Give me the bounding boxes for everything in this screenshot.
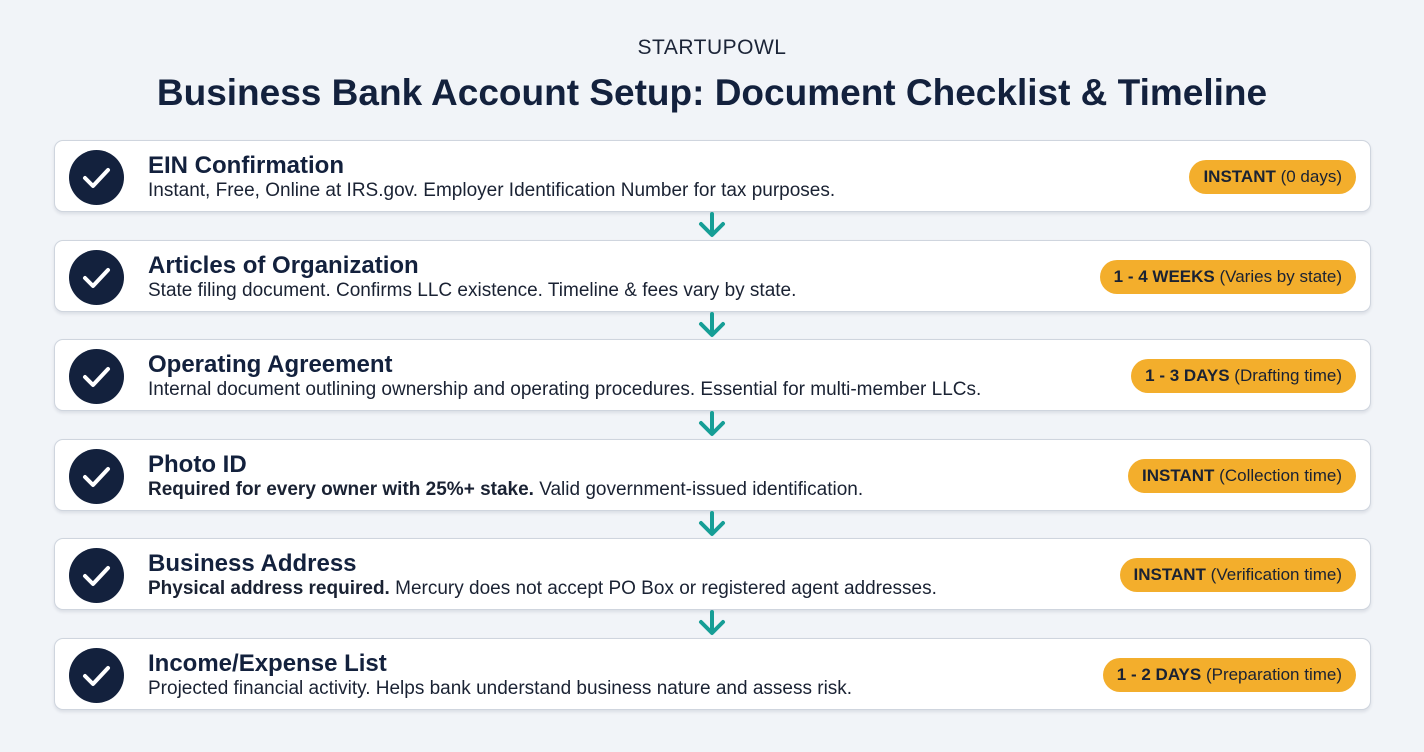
step-description [148, 678, 852, 700]
timeline-note: (Preparation time) [1201, 665, 1342, 684]
step-description-text: Projected financial activity. Helps bank understand business nature and assess risk. [148, 678, 853, 699]
arrow-down-icon [697, 411, 727, 439]
check-circle-icon [69, 548, 124, 603]
arrow-down-icon [697, 511, 727, 539]
check-circle-icon [69, 449, 124, 504]
step-description [148, 578, 937, 600]
brand-name: STARTUPOWL [637, 36, 787, 59]
step-title: EIN Confirmation [148, 152, 344, 179]
check-circle-icon [69, 648, 124, 703]
timeline-badge [1100, 260, 1356, 294]
timeline-badge [1189, 160, 1356, 194]
step-description-text: Internal document outlining ownership and operating procedures. Essential for multi-member LLCs. [148, 379, 982, 400]
timeline-note: (Varies by state) [1214, 267, 1342, 286]
check-circle-icon [69, 250, 124, 305]
step-title: Articles of Organization [148, 252, 419, 279]
step-title: Photo ID [148, 451, 247, 478]
timeline-duration: 1 - 4 WEEKS [1113, 267, 1215, 286]
timeline-note: (Verification time) [1205, 565, 1342, 584]
step-description-emphasis: Required for every owner with 25%+ stake. [148, 479, 534, 500]
step-card-ein [54, 140, 1371, 212]
step-description-text: Valid government-issued identification. [533, 479, 864, 500]
timeline-duration: INSTANT [1133, 565, 1206, 584]
timeline-duration: INSTANT [1142, 466, 1215, 485]
timeline-badge [1103, 658, 1356, 692]
timeline-badge [1128, 459, 1356, 493]
step-description [148, 379, 981, 401]
arrow-down-icon [697, 312, 727, 340]
step-description [148, 180, 835, 202]
step-description-text: Mercury does not accept PO Box or registered agent addresses. [389, 578, 937, 599]
step-card-articles [54, 240, 1371, 312]
step-card-income-expense [54, 638, 1371, 710]
timeline-badge [1120, 558, 1356, 592]
step-title: Business Address [148, 550, 357, 577]
step-card-business-address [54, 538, 1371, 610]
check-circle-icon [69, 349, 124, 404]
step-title: Operating Agreement [148, 351, 393, 378]
timeline-note: (0 days) [1275, 167, 1342, 186]
step-title: Income/Expense List [148, 650, 387, 677]
step-card-operating-agreement [54, 339, 1371, 411]
timeline-badge [1131, 359, 1356, 393]
timeline-duration: INSTANT [1203, 167, 1276, 186]
step-card-photo-id [54, 439, 1371, 511]
timeline-duration: 1 - 2 DAYS [1116, 665, 1202, 684]
arrow-down-icon [697, 212, 727, 240]
step-description [148, 280, 796, 302]
timeline-duration: 1 - 3 DAYS [1145, 366, 1230, 385]
step-description [148, 479, 863, 501]
page-title: Business Bank Account Setup: Document Checklist & Timeline [156, 72, 1268, 113]
check-circle-icon [69, 150, 124, 205]
timeline-note: (Drafting time) [1229, 366, 1342, 385]
arrow-down-icon [697, 610, 727, 638]
step-description-text: Instant, Free, Online at IRS.gov. Employer Identification Number for tax purposes. [148, 180, 836, 201]
timeline-note: (Collection time) [1214, 466, 1342, 485]
step-description-emphasis: Physical address required. [148, 578, 390, 599]
step-description-text: State filing document. Confirms LLC existence. Timeline & fees vary by state. [148, 280, 797, 301]
